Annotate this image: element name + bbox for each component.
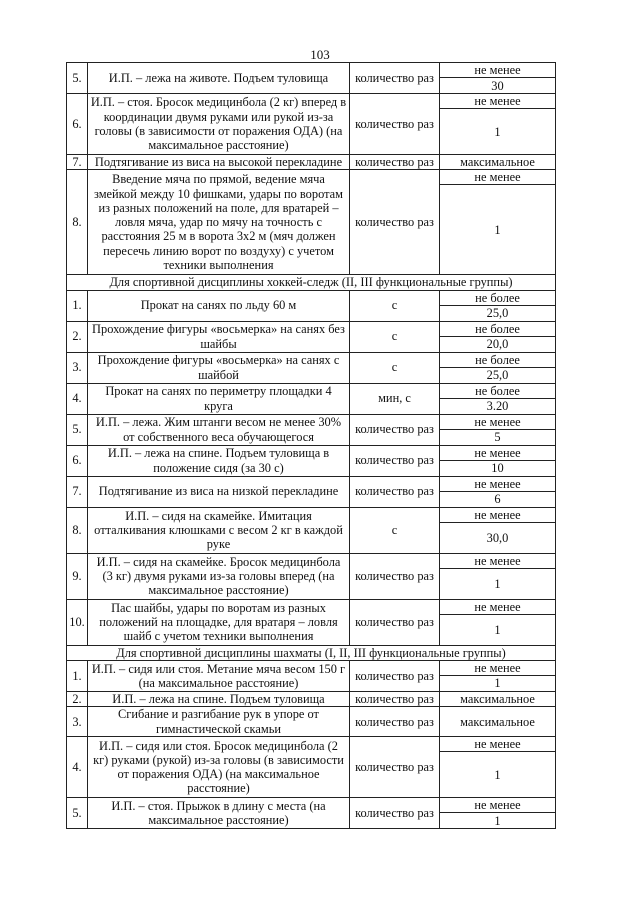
row-number: 6. xyxy=(67,94,88,155)
table-row xyxy=(67,660,556,691)
exercise-name: Подтягивание из виса на высокой перекладине xyxy=(88,155,350,170)
standard-cell xyxy=(440,798,556,829)
condition-label: не более xyxy=(440,322,555,337)
exercise-name: И.П. – лежа на спине. Подъем туловища xyxy=(88,691,350,706)
unit: количество раз xyxy=(350,707,440,737)
standard-wrap xyxy=(440,170,555,274)
standard-wrap xyxy=(440,600,555,645)
table-row xyxy=(67,321,556,352)
unit: количество раз xyxy=(350,63,440,94)
table-row xyxy=(67,553,556,599)
condition-label: не более xyxy=(440,353,555,368)
standard-value: 1 xyxy=(494,767,501,782)
standard-value: 1 xyxy=(494,622,501,637)
condition-label: не менее xyxy=(440,170,555,185)
condition-label: не более xyxy=(440,384,555,399)
standard-wrap xyxy=(440,446,555,476)
section-title: Для спортивной дисциплины хоккей-следж (II, III функциональные группы) xyxy=(67,275,556,290)
standard-cell xyxy=(440,94,556,155)
unit: количество раз xyxy=(350,476,440,507)
standard-cell xyxy=(440,155,556,170)
exercise-name: Подтягивание из виса на низкой перекладине xyxy=(88,476,350,507)
exercise-name: Сгибание и разгибание рук в упоре от гимнастической скамьи xyxy=(88,707,350,737)
unit: количество раз xyxy=(350,94,440,155)
unit: количество раз xyxy=(350,599,440,645)
standard-value: 10 xyxy=(491,461,504,476)
row-number: 8. xyxy=(67,507,88,553)
table-row xyxy=(67,414,556,445)
standard-value: максимальное xyxy=(460,714,535,729)
standard-cell xyxy=(440,63,556,94)
condition-label: не менее xyxy=(440,446,555,461)
row-number: 10. xyxy=(67,599,88,645)
row-number: 5. xyxy=(67,63,88,94)
unit: с xyxy=(350,352,440,383)
standard-cell xyxy=(440,599,556,645)
standard-value: 25,0 xyxy=(486,306,509,321)
table-row xyxy=(67,352,556,383)
exercise-name: Прокат на санях по периметру площадки 4 круга xyxy=(88,383,350,414)
standard-cell xyxy=(440,290,556,321)
exercise-name: И.П. – стоя. Бросок медицинбола (2 кг) вперед в координации двумя руками или рукой из-за головы (в зависимости от поражения ОДА) (на максимальное расстояние) xyxy=(88,94,350,155)
exercise-name: И.П. – сидя или стоя. Метание мяча весом 150 г (на максимальное расстояние) xyxy=(88,660,350,691)
table-row xyxy=(67,63,556,94)
standard-cell xyxy=(440,445,556,476)
row-number: 9. xyxy=(67,553,88,599)
exercise-name: Прокат на санях по льду 60 м xyxy=(88,290,350,321)
row-number: 3. xyxy=(67,707,88,737)
section-header-row xyxy=(67,275,556,290)
standard-cell xyxy=(440,383,556,414)
unit: с xyxy=(350,290,440,321)
standard-value: 1 xyxy=(494,576,501,591)
row-number: 8. xyxy=(67,170,88,275)
standard-wrap xyxy=(440,353,555,383)
unit: с xyxy=(350,507,440,553)
table-row xyxy=(67,599,556,645)
standard-value: максимальное xyxy=(460,691,535,706)
table-row xyxy=(67,94,556,155)
standard-wrap xyxy=(440,477,555,507)
row-number: 5. xyxy=(67,798,88,829)
table-body xyxy=(67,63,556,829)
condition-label: не менее xyxy=(440,737,555,752)
table-row xyxy=(67,383,556,414)
row-number: 1. xyxy=(67,660,88,691)
standard-wrap xyxy=(440,291,555,321)
standard-cell xyxy=(440,737,556,798)
row-number: 6. xyxy=(67,445,88,476)
exercise-name: И.П. – лежа на спине. Подъем туловища в положение сидя (за 30 с) xyxy=(88,445,350,476)
standard-cell xyxy=(440,691,556,706)
standard-cell xyxy=(440,170,556,275)
condition-label: не менее xyxy=(440,554,555,569)
condition-label: не менее xyxy=(440,415,555,430)
table-row xyxy=(67,155,556,170)
standard-value: 1 xyxy=(494,813,501,828)
table-row xyxy=(67,691,556,706)
standard-wrap xyxy=(440,415,555,445)
standard-cell xyxy=(440,660,556,691)
table-row xyxy=(67,737,556,798)
row-number: 2. xyxy=(67,321,88,352)
standard-value: 30,0 xyxy=(486,530,509,545)
exercise-name: Прохождение фигуры «восьмерка» на санях без шайбы xyxy=(88,321,350,352)
standard-wrap xyxy=(440,63,555,93)
condition-label: не менее xyxy=(440,508,555,523)
exercise-name: И.П. – лежа на животе. Подъем туловища xyxy=(88,63,350,94)
standard-value: 20,0 xyxy=(486,337,509,352)
section-title: Для спортивной дисциплины шахматы (I, II, III функциональные группы) xyxy=(67,645,556,660)
standard-cell xyxy=(440,321,556,352)
table-row xyxy=(67,290,556,321)
condition-label: не менее xyxy=(440,94,555,109)
standard-value: 25,0 xyxy=(486,368,509,383)
row-number: 4. xyxy=(67,383,88,414)
standard-cell xyxy=(440,352,556,383)
standard-wrap xyxy=(440,661,555,691)
unit: мин, с xyxy=(350,383,440,414)
row-number: 7. xyxy=(67,476,88,507)
condition-label: не менее xyxy=(440,477,555,492)
exercise-name: И.П. – сидя на скамейке. Имитация отталкивания клюшками с весом 2 кг в каждой руке xyxy=(88,507,350,553)
standard-wrap xyxy=(440,508,555,553)
exercise-name: Введение мяча по прямой, ведение мяча змейкой между 10 фишками, удары по воротам из разных положений на поле, для вратарей – ловля мяча, удар по мячу на точность с расстояния 25 м в ворота 3х2 м (мяч должен пересечь линию ворот по воздуху) с учетом техники выполнения xyxy=(88,170,350,275)
standard-wrap xyxy=(440,798,555,828)
unit: количество раз xyxy=(350,155,440,170)
section-header-row xyxy=(67,645,556,660)
unit: с xyxy=(350,321,440,352)
standard-value: максимальное xyxy=(460,155,535,169)
exercise-name: Прохождение фигуры «восьмерка» на санях с шайбой xyxy=(88,352,350,383)
row-number: 1. xyxy=(67,290,88,321)
standard-wrap xyxy=(440,94,555,154)
standard-value: 5 xyxy=(494,430,501,445)
standard-wrap xyxy=(440,737,555,797)
unit: количество раз xyxy=(350,414,440,445)
exercise-name: И.П. – сидя на скамейке. Бросок медицинбола (3 кг) двумя руками из-за головы вперед (на максимальное расстояние) xyxy=(88,553,350,599)
page-number: 103 xyxy=(310,47,330,62)
standard-wrap xyxy=(440,384,555,414)
table-row xyxy=(67,507,556,553)
table-row xyxy=(67,707,556,737)
standard-value: 6 xyxy=(494,492,501,507)
unit: количество раз xyxy=(350,445,440,476)
standard-wrap xyxy=(440,554,555,599)
row-number: 3. xyxy=(67,352,88,383)
unit: количество раз xyxy=(350,553,440,599)
exercise-name: И.П. – стоя. Прыжок в длину с места (на максимальное расстояние) xyxy=(88,798,350,829)
row-number: 5. xyxy=(67,414,88,445)
exercise-name: Пас шайбы, удары по воротам из разных положений на площадке, для вратаря – ловля шайб с учетом техники выполнения xyxy=(88,599,350,645)
unit: количество раз xyxy=(350,737,440,798)
table-row xyxy=(67,798,556,829)
condition-label: не менее xyxy=(440,661,555,676)
standard-cell xyxy=(440,707,556,737)
standard-value: 30 xyxy=(491,78,504,93)
standard-value: 1 xyxy=(494,124,501,139)
row-number: 4. xyxy=(67,737,88,798)
unit: количество раз xyxy=(350,691,440,706)
standard-value: 1 xyxy=(494,222,501,237)
standard-cell xyxy=(440,553,556,599)
unit: количество раз xyxy=(350,798,440,829)
standard-value: 1 xyxy=(494,676,501,691)
standard-cell xyxy=(440,414,556,445)
condition-label: не менее xyxy=(440,63,555,78)
condition-label: не менее xyxy=(440,600,555,615)
exercise-name: И.П. – сидя или стоя. Бросок медицинбола (2 кг) руками (рукой) из-за головы (в зависимости от поражения ОДА) (на максимальное расстояние) xyxy=(88,737,350,798)
condition-label: не более xyxy=(440,291,555,306)
unit: количество раз xyxy=(350,660,440,691)
row-number: 2. xyxy=(67,691,88,706)
standard-cell xyxy=(440,507,556,553)
condition-label: не менее xyxy=(440,798,555,813)
standard-wrap xyxy=(440,322,555,352)
row-number: 7. xyxy=(67,155,88,170)
standard-cell xyxy=(440,476,556,507)
exercise-name: И.П. – лежа. Жим штанги весом не менее 30% от собственного веса обучающегося xyxy=(88,414,350,445)
table-row xyxy=(67,476,556,507)
standard-value: 3.20 xyxy=(486,399,509,414)
table-row xyxy=(67,170,556,275)
unit: количество раз xyxy=(350,170,440,275)
standards-table xyxy=(66,62,556,829)
table-row xyxy=(67,445,556,476)
